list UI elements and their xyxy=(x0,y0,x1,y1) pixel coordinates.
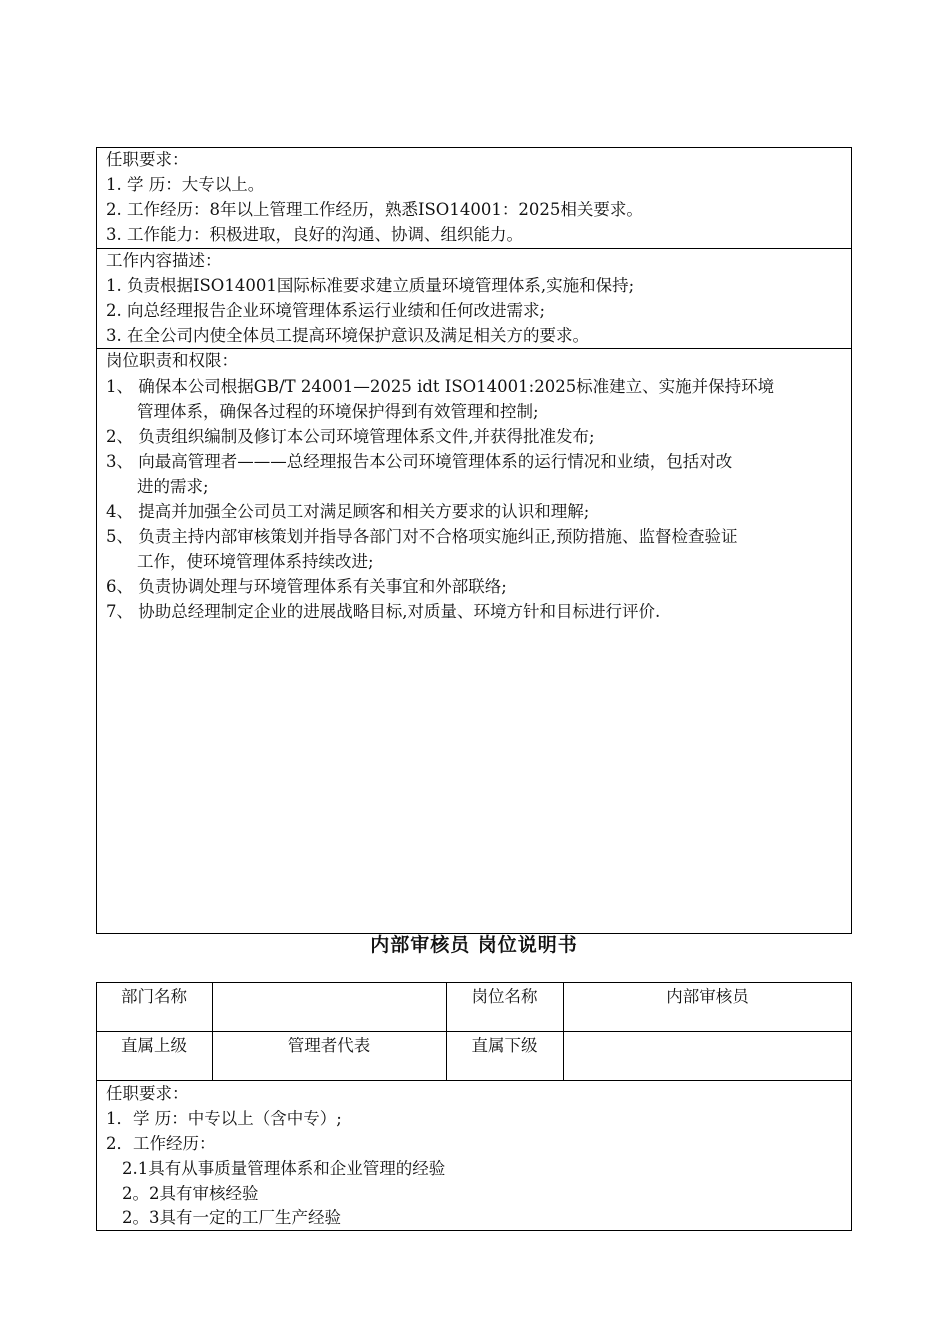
requirement-line: 2。2具有审核经验 xyxy=(122,1184,259,1203)
requirement-line: 1．学 历：中专以上（含中专）; xyxy=(106,1109,342,1128)
requirement-line: 2．工作经历： xyxy=(106,1134,216,1153)
duty-line: 工作，使环境管理体系持续改进; xyxy=(137,552,374,571)
requirements-heading: 任职要求： xyxy=(106,1084,189,1103)
duty-line: 4、 提高并加强全公司员工对满足顾客和相关方要求的认识和理解; xyxy=(106,502,590,521)
work-content-item: 3. 在全公司内使全体员工提高环境保护意识及满足相关方的要求。 xyxy=(106,326,589,345)
duty-line: 2、 负责组织编制及修订本公司环境管理体系文件,并获得批准发布; xyxy=(106,427,595,446)
superior-value: 管理者代表 xyxy=(287,1036,371,1055)
superior-label: 直属上级 xyxy=(121,1036,187,1055)
work-content-item: 2. 向总经理报告企业环境管理体系运行业绩和任何改进需求; xyxy=(106,301,546,320)
requirement-item: 3. 工作能力：积极进取，良好的沟通、协调、组织能力。 xyxy=(106,225,523,244)
work-content-item: 1. 负责根据ISO14001国际标准要求建立质量环境管理体系,实施和保持; xyxy=(106,276,635,295)
duty-line: 3、 向最高管理者———总经理报告本公司环境管理体系的运行情况和业绩，包括对改 xyxy=(106,452,733,471)
position-label: 岗位名称 xyxy=(471,987,538,1006)
requirement-line: 2.1具有从事质量管理体系和企业管理的经验 xyxy=(122,1159,446,1178)
column-divider xyxy=(212,982,213,1080)
duty-line: 7、 协助总经理制定企业的进展战略目标,对质量、环境方针和目标进行评价. xyxy=(106,602,661,621)
duty-line: 进的需求; xyxy=(137,477,209,496)
duty-line: 1、 确保本公司根据GB/T 24001—2025 idt ISO14001:2025标准建立、实施并保持环境 xyxy=(106,377,775,396)
duty-line: 6、 负责协调处理与环境管理体系有关事宜和外部联络; xyxy=(106,577,507,596)
position-value: 内部审核员 xyxy=(666,987,749,1006)
duty-line: 管理体系，确保各过程的环境保护得到有效管理和控制; xyxy=(137,402,539,421)
work-content-heading: 工作内容描述： xyxy=(106,251,222,270)
page-title: 内部审核员 岗位说明书 xyxy=(370,934,578,956)
requirement-line: 2。3具有一定的工厂生产经验 xyxy=(122,1208,341,1227)
requirement-item: 1. 学 历：大专以上。 xyxy=(106,175,265,194)
requirement-item: 2. 工作经历：8年以上管理工作经历，熟悉ISO14001：2025相关要求。 xyxy=(106,200,643,219)
department-label: 部门名称 xyxy=(121,987,187,1006)
duty-line: 5、 负责主持内部审核策划并指导各部门对不合格项实施纠正,预防措施、监督检查验证 xyxy=(106,527,738,546)
row-divider xyxy=(96,1031,852,1032)
duties-heading: 岗位职责和权限： xyxy=(106,351,238,370)
row-divider xyxy=(96,1080,852,1081)
subordinate-label: 直属下级 xyxy=(471,1036,538,1055)
requirements-heading: 任职要求： xyxy=(106,150,189,169)
